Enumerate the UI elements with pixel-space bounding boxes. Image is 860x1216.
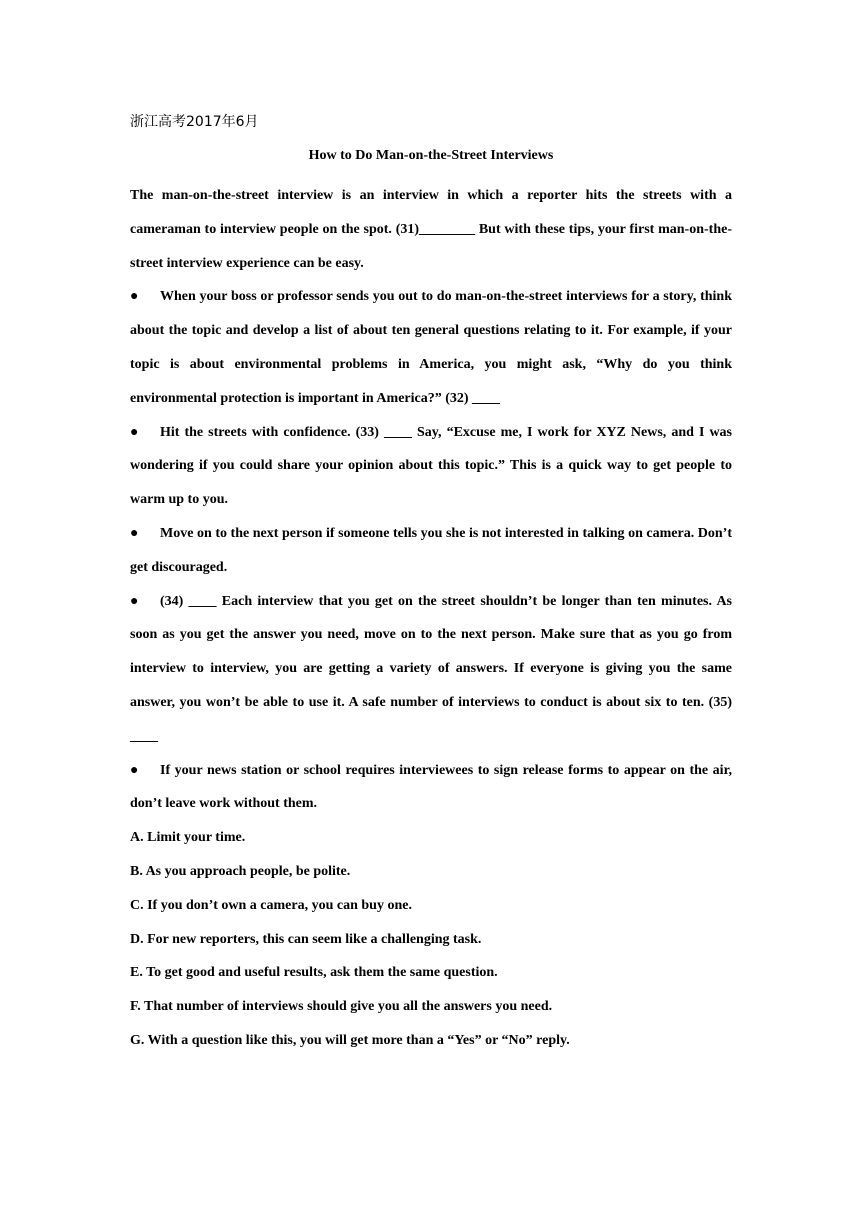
- option-b: B. As you approach people, be polite.: [130, 863, 351, 879]
- tip-bullet: [130, 754, 732, 822]
- tip-text: Hit the streets with confidence. (33) ____ Say, “Excuse me, I work for XYZ News, and I was wondering if you could share your opinion about this topic.” This is a quick way to get people to warm up to you.: [130, 424, 732, 508]
- bullet-icon: ●: [130, 593, 139, 609]
- passage-title: How to Do Man-on-the-Street Interviews: [308, 148, 554, 163]
- option-e: E. To get good and useful results, ask them the same question.: [130, 965, 498, 981]
- tip-bullet: [130, 280, 732, 415]
- tip-bullet: [130, 416, 732, 517]
- option-g: G. With a question like this, you will get more than a “Yes” or “No” reply.: [130, 1032, 570, 1048]
- tip-bullet: [130, 585, 732, 754]
- passage-content: [130, 179, 732, 1058]
- tip-bullet: [130, 517, 732, 585]
- tip-text: Move on to the next person if someone tells you she is not interested in talking on camera. Don’t get discouraged.: [130, 525, 732, 575]
- bullet-icon: ●: [130, 424, 139, 440]
- option-f: F. That number of interviews should give you all the answers you need.: [130, 999, 553, 1015]
- bullet-icon: ●: [130, 762, 139, 778]
- option-a: A. Limit your time.: [130, 830, 246, 846]
- tip-text: If your news station or school requires interviewees to sign release forms to appear on the air, don’t leave work without them.: [130, 762, 732, 812]
- bullet-icon: ●: [130, 525, 139, 541]
- option-c: C. If you don’t own a camera, you can buy one.: [130, 897, 412, 913]
- tip-text: (34) ____ Each interview that you get on the street shouldn’t be longer than ten minutes. As soon as you get the answer you need, move on to the next person. Make sure that as you go from interview to interview, you are getting a variety of answers. If everyone is giving you the same answer, you won’t be able to use it. A safe number of interviews to conduct is about six to ten. (35) ____: [130, 593, 732, 744]
- tip-text: When your boss or professor sends you out to do man-on-the-street interviews for a story, think about the topic and develop a list of about ten general questions relating to it. For example, if your topic is about environmental problems in America, you might ask, “Why do you think environmental protection is important in America?” (32) ____: [130, 289, 732, 406]
- option-d: D. For new reporters, this can seem like a challenging task.: [130, 931, 482, 947]
- intro-paragraph: The man-on-the-street interview is an interview in which a reporter hits the streets with a cameraman to interview people on the spot. (31)________ But with these tips, your first man-on-the-street interview experience can be easy.: [130, 188, 732, 271]
- bullet-icon: ●: [130, 289, 139, 305]
- exam-header: 浙江高考2017年6月: [130, 114, 259, 130]
